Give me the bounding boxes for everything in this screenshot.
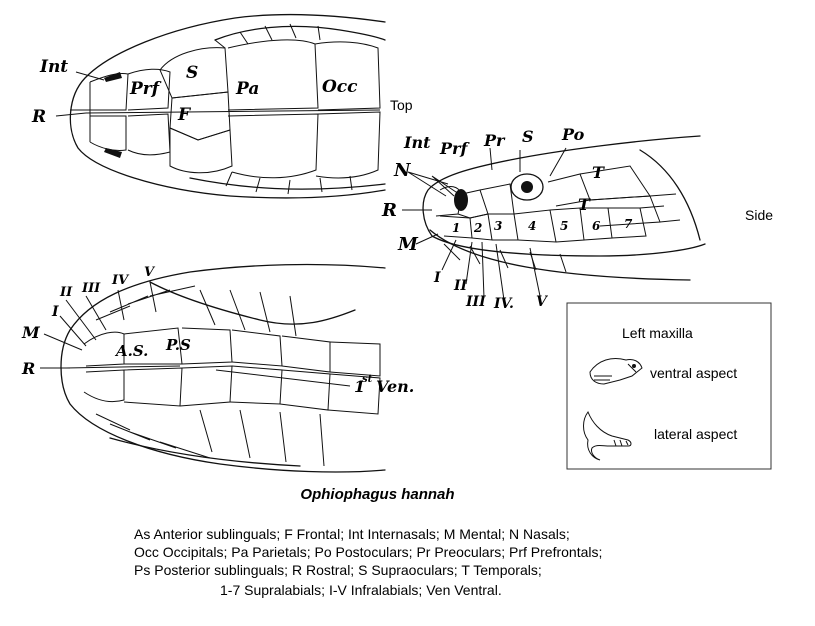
label-sl2: 2: [474, 221, 483, 235]
label-top-f: F: [178, 105, 191, 125]
label-sl4: 4: [528, 219, 537, 233]
label-sl6: 6: [592, 219, 601, 233]
top-view-label: Top: [390, 97, 413, 113]
maxilla-lateral-label: lateral aspect: [654, 426, 738, 442]
maxilla-box: [567, 303, 771, 469]
label-side-t2: T: [578, 195, 590, 214]
label-side-pr: Pr: [484, 131, 505, 150]
label-top-pa: Pa: [236, 79, 260, 99]
legend-line: Ps Posterior sublinguals; R Rostral; S Supraoculars; T Temporals;: [134, 562, 542, 578]
legend-line: As Anterior sublinguals; F Frontal; Int Internasals; M Mental; N Nasals;: [134, 526, 570, 542]
head-side-view: [381, 125, 773, 312]
side-view-label: Side: [745, 207, 774, 223]
label-top-occ: Occ: [322, 77, 358, 97]
label-ven-iii: III: [82, 281, 101, 296]
label-ven-ps: P.S: [166, 336, 191, 354]
label-side-m: M: [398, 234, 418, 255]
species-name: Ophiophagus hannah: [300, 486, 455, 503]
label-side-po: Po: [562, 125, 585, 144]
legend-line: 1-7 Supralabials; I-V Infralabials; Ven Ventral.: [220, 582, 502, 598]
label-side-n: N: [394, 160, 411, 181]
label-ven-ii: II: [60, 285, 73, 300]
label-top-r: R: [32, 107, 47, 127]
head-ventral-view: [21, 265, 414, 472]
label-side-prf: Prf: [440, 139, 468, 158]
label-top-s: S: [186, 63, 199, 83]
label-ven-1: 1: [354, 377, 366, 396]
legend-line: Occ Occipitals; Pa Parietals; Po Postoculars; Pr Preoculars; Prf Prefrontals;: [134, 544, 603, 560]
head-top-view: [31, 15, 413, 198]
label-il4: IV.: [494, 296, 514, 312]
label-il1: I: [434, 270, 441, 286]
maxilla-title: Left maxilla: [622, 325, 693, 341]
label-ven-ven: Ven.: [376, 377, 415, 396]
label-il2: II: [454, 278, 468, 294]
label-side-t1: T: [592, 163, 604, 182]
label-il5: V: [536, 294, 547, 310]
label-ven-st: st: [362, 374, 373, 385]
label-ven-iv: IV: [112, 273, 129, 288]
maxilla-ventral-label: ventral aspect: [650, 365, 738, 381]
label-top-int: Int: [40, 57, 69, 77]
label-sl7: 7: [624, 217, 633, 231]
label-sl5: 5: [560, 219, 569, 233]
label-ven-m: M: [22, 323, 40, 342]
label-side-s: S: [522, 127, 534, 146]
label-side-r: R: [382, 200, 397, 221]
label-sl3: 3: [494, 219, 503, 233]
label-sl1: 1: [452, 221, 461, 235]
label-ven-as: A.S.: [116, 342, 149, 360]
label-top-prf: Prf: [130, 79, 160, 99]
label-side-int: Int: [404, 133, 431, 152]
label-ven-r: R: [22, 359, 36, 378]
label-il3: III: [466, 294, 486, 310]
label-ven-i: I: [52, 304, 59, 320]
label-ven-v: V: [144, 265, 155, 280]
